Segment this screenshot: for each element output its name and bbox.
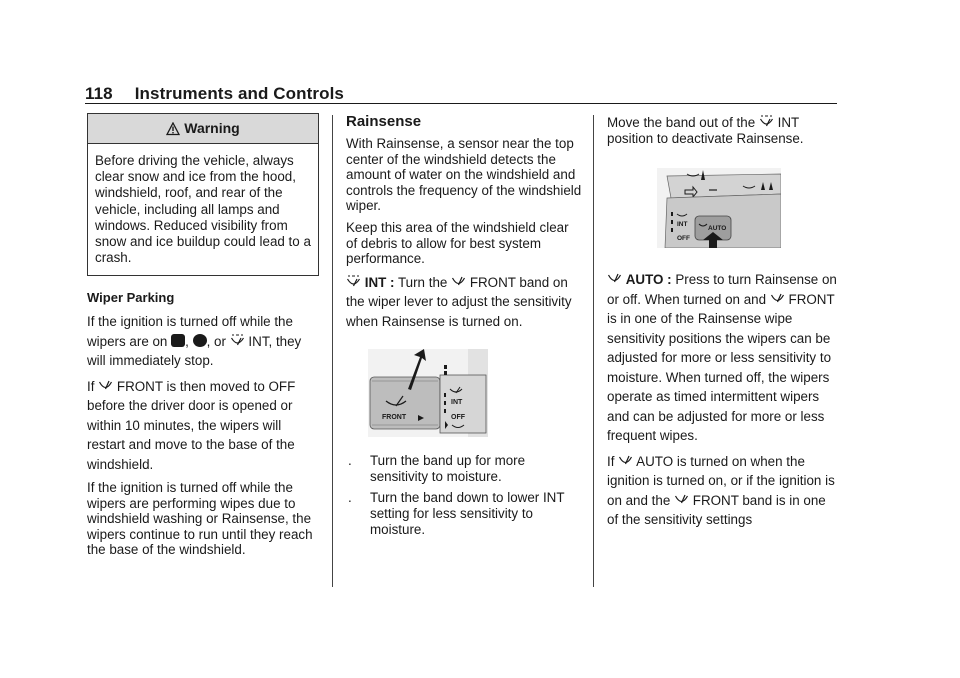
text-run: If [87, 378, 95, 394]
wiper-lever-auto-illustration [657, 168, 781, 248]
warning-box [87, 113, 319, 276]
text-run: INT position to deactivate Rainsense. [607, 115, 804, 146]
auto-description [607, 270, 839, 446]
page-number: 118 [85, 84, 113, 103]
figure-label-off: OFF [451, 414, 465, 422]
text-run: Press to turn Rainsense on or off. When turned on and [607, 272, 837, 307]
bullet-marker: . [348, 490, 352, 506]
page-header [85, 84, 344, 104]
text-run: FRONT band is in one of the sensitivity settings [607, 492, 826, 528]
figure-label-int: INT [677, 221, 688, 229]
text-run: AUTO is turned on when the ignition is turned on, or if the ignition is on and the [607, 453, 835, 508]
warning-title: Warning [184, 119, 240, 136]
wiper-front-icon [770, 292, 785, 305]
deactivate-paragraph [607, 113, 839, 146]
rainsense-heading: Rainsense [346, 113, 422, 130]
list-item [346, 453, 582, 484]
wiper-parking-heading: Wiper Parking [87, 290, 175, 306]
wiper-front-icon [451, 275, 466, 288]
wiper-int-icon [346, 273, 361, 288]
column-2 [346, 113, 582, 543]
text-run: , or [206, 333, 226, 349]
wiper-parking-paragraph-2 [87, 377, 319, 475]
int-description [346, 273, 582, 332]
wiper-front-icon [607, 272, 622, 285]
bullet-text: Turn the band down to lower INT setting for less sensitivity to moisture. [370, 490, 565, 537]
text-run: Move the band out of the [607, 115, 756, 130]
wiper-front-icon [674, 493, 689, 506]
text-run: Turn the [397, 274, 448, 290]
bullet-text: Turn the band up for more sensitivity to moisture. [370, 453, 526, 484]
list-item [346, 490, 582, 537]
auto-label: AUTO : [625, 272, 672, 288]
text-run: , [185, 333, 189, 349]
bullet-marker: . [348, 453, 352, 469]
text-run: If the ignition is turned off while the wipers are on [87, 314, 293, 349]
text-run: FRONT band on the wiper lever to adjust the sensitivity when Rainsense is turned on. [346, 274, 572, 329]
figure-label-front: FRONT [382, 414, 407, 422]
section-title: Instruments and Controls [134, 84, 344, 103]
text-run: FRONT is in one of the Rainsense wipe sensitivity positions the wipers can be adjusted for more or less sensitivity to moisture. When turned off, the wipers operate as timed intermittent wipers and can be adjusted for more or less frequent wipes. [607, 291, 835, 444]
column-divider [593, 115, 594, 587]
wiper-front-icon [98, 379, 113, 392]
figure-label-auto: AUTO [708, 225, 727, 233]
figure-label-int: INT [451, 399, 463, 407]
wiper-high-icon [171, 334, 185, 347]
text-run: FRONT is then moved to OFF before the driver door is opened or within 10 minutes, the wipers will restart and move to the base of the windshield. [87, 378, 296, 472]
column-3 [607, 113, 839, 536]
figure-label-off: OFF [677, 235, 690, 243]
auto-ignition-paragraph [607, 452, 839, 530]
wiper-int-icon [230, 332, 245, 347]
text-run: INT, they will immediately stop. [87, 333, 302, 369]
column-1 [87, 113, 319, 564]
wiper-parking-paragraph-3: If the ignition is turned off while the wipers are performing wipes due to windshield washing or Rainsense, the wipers continue to run until they reach the base of the windshield. [87, 480, 313, 558]
warning-header [88, 114, 318, 144]
wiper-front-icon [618, 454, 633, 467]
warning-icon [166, 122, 180, 136]
text-run: If [607, 453, 615, 469]
warning-text: Before driving the vehicle, always clear snow and ice from the hood, windshield, roof, and rear of the vehicle, including all lamps and windows. Reduced visibility from snow and ice buildup could lead to a crash. [95, 153, 311, 266]
rainsense-care: Keep this area of the windshield clear of debris to allow for best system performance. [346, 219, 569, 267]
wiper-parking-paragraph-1 [87, 312, 319, 371]
wiper-low-icon [193, 334, 207, 347]
wiper-int-icon [759, 113, 774, 128]
column-divider [332, 115, 333, 587]
header-rule [85, 103, 837, 104]
int-label: INT : [364, 274, 395, 290]
wiper-band-illustration [368, 349, 488, 437]
rainsense-intro: With Rainsense, a sensor near the top center of the windshield detects the amount of water on the windshield and controls the frequency of the windshield wiper. [346, 136, 582, 214]
